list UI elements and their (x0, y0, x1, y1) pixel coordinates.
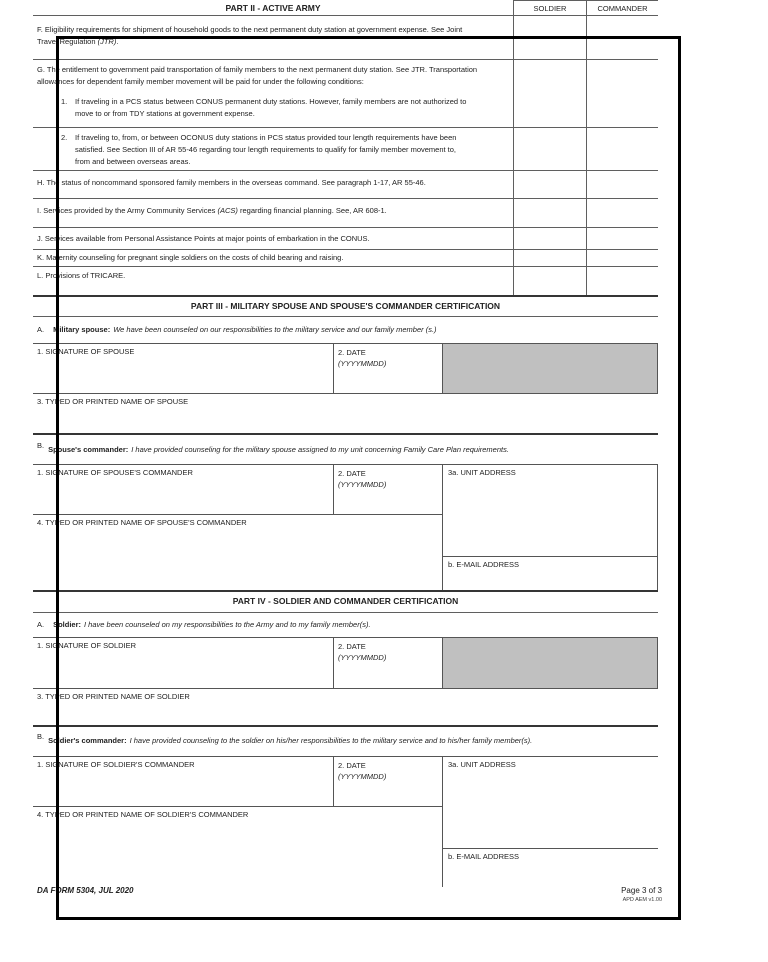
spouse-commander-signature-field[interactable] (33, 465, 333, 514)
part3-title: PART III - MILITARY SPOUSE AND SPOUSE'S COMMANDER CERTIFICATION (190, 301, 501, 311)
row-i-pre: I. Services provided by the Army Community Services (37, 206, 218, 215)
part3-b-label: B. (37, 441, 45, 450)
spouse-date-field[interactable] (333, 344, 442, 393)
row-k-soldier-cell[interactable] (513, 250, 586, 266)
row-f-commander-cell[interactable] (586, 16, 658, 59)
soldier-commander-date-field[interactable] (333, 757, 442, 806)
row-g-item2-inner (61, 132, 473, 168)
part4-b-statement (37, 732, 533, 745)
spouse-date-label: 2. DATE (338, 348, 366, 357)
spouse-commander-date-format-label: (YYYYMMDD) (338, 480, 387, 489)
form-id: DA FORM 5304, JUL 2020 (37, 886, 134, 895)
form-footer (33, 886, 662, 903)
row-f-soldier-cell[interactable] (513, 16, 586, 59)
item2-number: 2. (61, 133, 68, 142)
spouse-commander-unit-address-field[interactable] (443, 465, 657, 557)
row-h-soldier-cell[interactable] (513, 171, 586, 198)
row-k-commander-cell[interactable] (586, 250, 658, 266)
row-k (33, 250, 658, 267)
row-g-soldier-cell[interactable] (513, 60, 586, 127)
row-h-text: H. The status of noncommand sponsored family members in the overseas command. See paragraph 1-17, AR 55-46. (37, 178, 426, 187)
soldier-commander-date-label: 2. DATE (338, 761, 366, 770)
soldier-commander-unit-address-label: 3a. UNIT ADDRESS (448, 760, 516, 769)
apd-version: APD AEM v1.00 (622, 897, 662, 903)
soldier-commander-signature-label: 1. SIGNATURE OF SOLDIER'S COMMANDER (37, 760, 195, 769)
part3-a-statement (37, 325, 437, 334)
row-f-jtr: (JTR) (97, 37, 117, 46)
row-f (33, 16, 658, 60)
soldier-commander-typed-name-label: 4. TYPED OR PRINTED NAME OF SOLDIER'S COMMANDER (37, 810, 249, 819)
part4-a-bold: Soldier: (53, 620, 82, 629)
soldier-commander-signature-field[interactable] (33, 757, 333, 806)
part4-title-band (33, 590, 658, 613)
part3-b-right-column (442, 465, 658, 591)
part2-title: PART II - ACTIVE ARMY (225, 2, 321, 13)
row-g-item2-text (33, 128, 513, 170)
part4-a-row1 (33, 638, 658, 689)
spouse-commander-date-field[interactable] (333, 465, 442, 514)
row-i-acs: (ACS) (217, 206, 238, 215)
part3-b-row1 (33, 465, 442, 515)
soldier-commander-date-format-label: (YYYYMMDD) (338, 772, 387, 781)
part3-a-row1 (33, 344, 658, 394)
row-f-post: . (116, 37, 119, 46)
row-l-commander-cell[interactable] (586, 267, 658, 295)
soldier-commander-email-label: b. E-MAIL ADDRESS (448, 852, 519, 861)
part2-table (33, 0, 658, 295)
soldier-commander-unit-address-field[interactable] (443, 757, 658, 849)
footer-right (621, 886, 662, 903)
part3-a-shaded-cell (442, 344, 658, 393)
part4-a-table (33, 637, 658, 726)
row-g2-commander-cell[interactable] (586, 128, 658, 170)
part2-col-commander: COMMANDER (586, 0, 658, 15)
part3-title-band (33, 295, 658, 317)
part4-a-label: A. (37, 620, 45, 629)
part4-b-right-column (442, 757, 658, 887)
row-j-commander-cell[interactable] (586, 228, 658, 249)
part4-b-row1 (33, 757, 442, 807)
part3-a-bold: Military spouse: (53, 325, 111, 334)
row-l-soldier-cell[interactable] (513, 267, 586, 295)
spouse-commander-typed-name-field[interactable] (33, 515, 442, 591)
soldier-signature-label: 1. SIGNATURE OF SOLDIER (37, 641, 137, 650)
spouse-date-format-label: (YYYYMMDD) (338, 359, 387, 368)
row-i-text (33, 199, 513, 227)
part3-a-label: A. (37, 325, 45, 334)
part3-b-statement (37, 441, 509, 454)
row-g-item2 (33, 128, 658, 171)
part4-b-bold: Soldier's commander: (48, 736, 127, 745)
soldier-commander-typed-name-field[interactable] (33, 807, 442, 887)
row-g2-soldier-cell[interactable] (513, 128, 586, 170)
part4-a-statement (37, 620, 371, 629)
row-g-commander-cell[interactable] (586, 60, 658, 127)
row-j (33, 228, 658, 250)
row-f-pre: F. Eligibility requirements for shipment of household goods to the next permanent duty station at government expense. See Joint Travel Regulation (37, 25, 463, 46)
part4-a-italic: I have been counseled on my responsibilities to the Army and to my family member(s). (84, 620, 371, 629)
part3-b-table (33, 464, 658, 590)
row-k-text: K. Maternity counseling for pregnant single soldiers on the costs of child bearing and raising. (37, 253, 344, 262)
spouse-commander-unit-address-label: 3a. UNIT ADDRESS (448, 468, 516, 477)
row-i-soldier-cell[interactable] (513, 199, 586, 227)
row-g-intro: G. The entitlement to government paid transportation of family members to the next permanent duty station. See JTR. Transportation allowances for dependent family member movement will be paid for under the following conditions: (37, 65, 478, 86)
spouse-signature-field[interactable] (33, 344, 333, 393)
part4-b-table (33, 756, 658, 886)
spouse-commander-signature-label: 1. SIGNATURE OF SPOUSE'S COMMANDER (37, 468, 193, 477)
row-h (33, 171, 658, 199)
part4-title: PART IV - SOLDIER AND COMMANDER CERTIFICATION (232, 596, 459, 606)
soldier-date-format-label: (YYYYMMDD) (338, 653, 387, 662)
spouse-commander-email-field[interactable] (443, 557, 657, 591)
soldier-typed-name-field[interactable] (33, 689, 658, 727)
part3-b-italic: I have provided counseling for the military spouse assigned to my unit concerning Family Care Plan requirements. (131, 445, 509, 454)
row-h-commander-cell[interactable] (586, 171, 658, 198)
soldier-date-field[interactable] (333, 638, 442, 688)
row-l-text: L. Provisions of TRICARE. (37, 271, 126, 280)
row-i (33, 199, 658, 228)
page-number: Page 3 of 3 (621, 886, 662, 895)
item1-number: 1. (61, 97, 68, 106)
spouse-commander-email-label: b. E-MAIL ADDRESS (448, 560, 519, 569)
spouse-signature-label: 1. SIGNATURE OF SPOUSE (37, 347, 135, 356)
row-f-text (33, 16, 513, 59)
spouse-commander-date-label: 2. DATE (338, 469, 366, 478)
row-i-post: regarding financial planning. See, AR 608-1. (237, 206, 387, 215)
row-g-item1 (61, 96, 473, 120)
soldier-typed-name-label: 3. TYPED OR PRINTED NAME OF SOLDIER (37, 692, 190, 701)
part4-b-label: B. (37, 732, 45, 741)
part4-a-shaded-cell (442, 638, 658, 688)
part2-header-row (33, 0, 658, 16)
row-j-text: J. Services available from Personal Assistance Points at major points of embarkation in the CONUS. (37, 234, 370, 243)
soldier-commander-email-field[interactable] (443, 849, 658, 887)
item2-text: If traveling to, from, or between OCONUS duty stations in PCS status provided tour length requirements have been satisfied. See Section III of AR 55-46 regarding tour length requirements to qualify for family member movement to, from and between overseas areas. (75, 133, 457, 166)
part3-b-bold: Spouse's commander: (48, 445, 129, 454)
soldier-signature-field[interactable] (33, 638, 333, 688)
item1-text: If traveling in a PCS status between CONUS permanent duty stations. However, family members are not authorized to move to or from TDY stations at government expense. (75, 97, 467, 118)
spouse-typed-name-label: 3. TYPED OR PRINTED NAME OF SPOUSE (37, 397, 189, 406)
part3-a-italic: We have been counseled on our responsibilities to the military service and our family member (s.) (113, 325, 437, 334)
row-l (33, 267, 658, 295)
spouse-typed-name-field[interactable] (33, 394, 658, 435)
soldier-date-label: 2. DATE (338, 642, 366, 651)
part2-col-soldier: SOLDIER (513, 0, 586, 15)
row-j-soldier-cell[interactable] (513, 228, 586, 249)
part3-a-table (33, 343, 658, 434)
row-i-commander-cell[interactable] (586, 199, 658, 227)
row-g (33, 60, 658, 128)
part4-b-italic: I have provided counseling to the soldier on his/her responsibilities to the military service and to his/her family member(s). (129, 736, 533, 745)
row-g-text (33, 60, 513, 127)
spouse-commander-typed-name-label: 4. TYPED OR PRINTED NAME OF SPOUSE'S COMMANDER (37, 518, 247, 527)
